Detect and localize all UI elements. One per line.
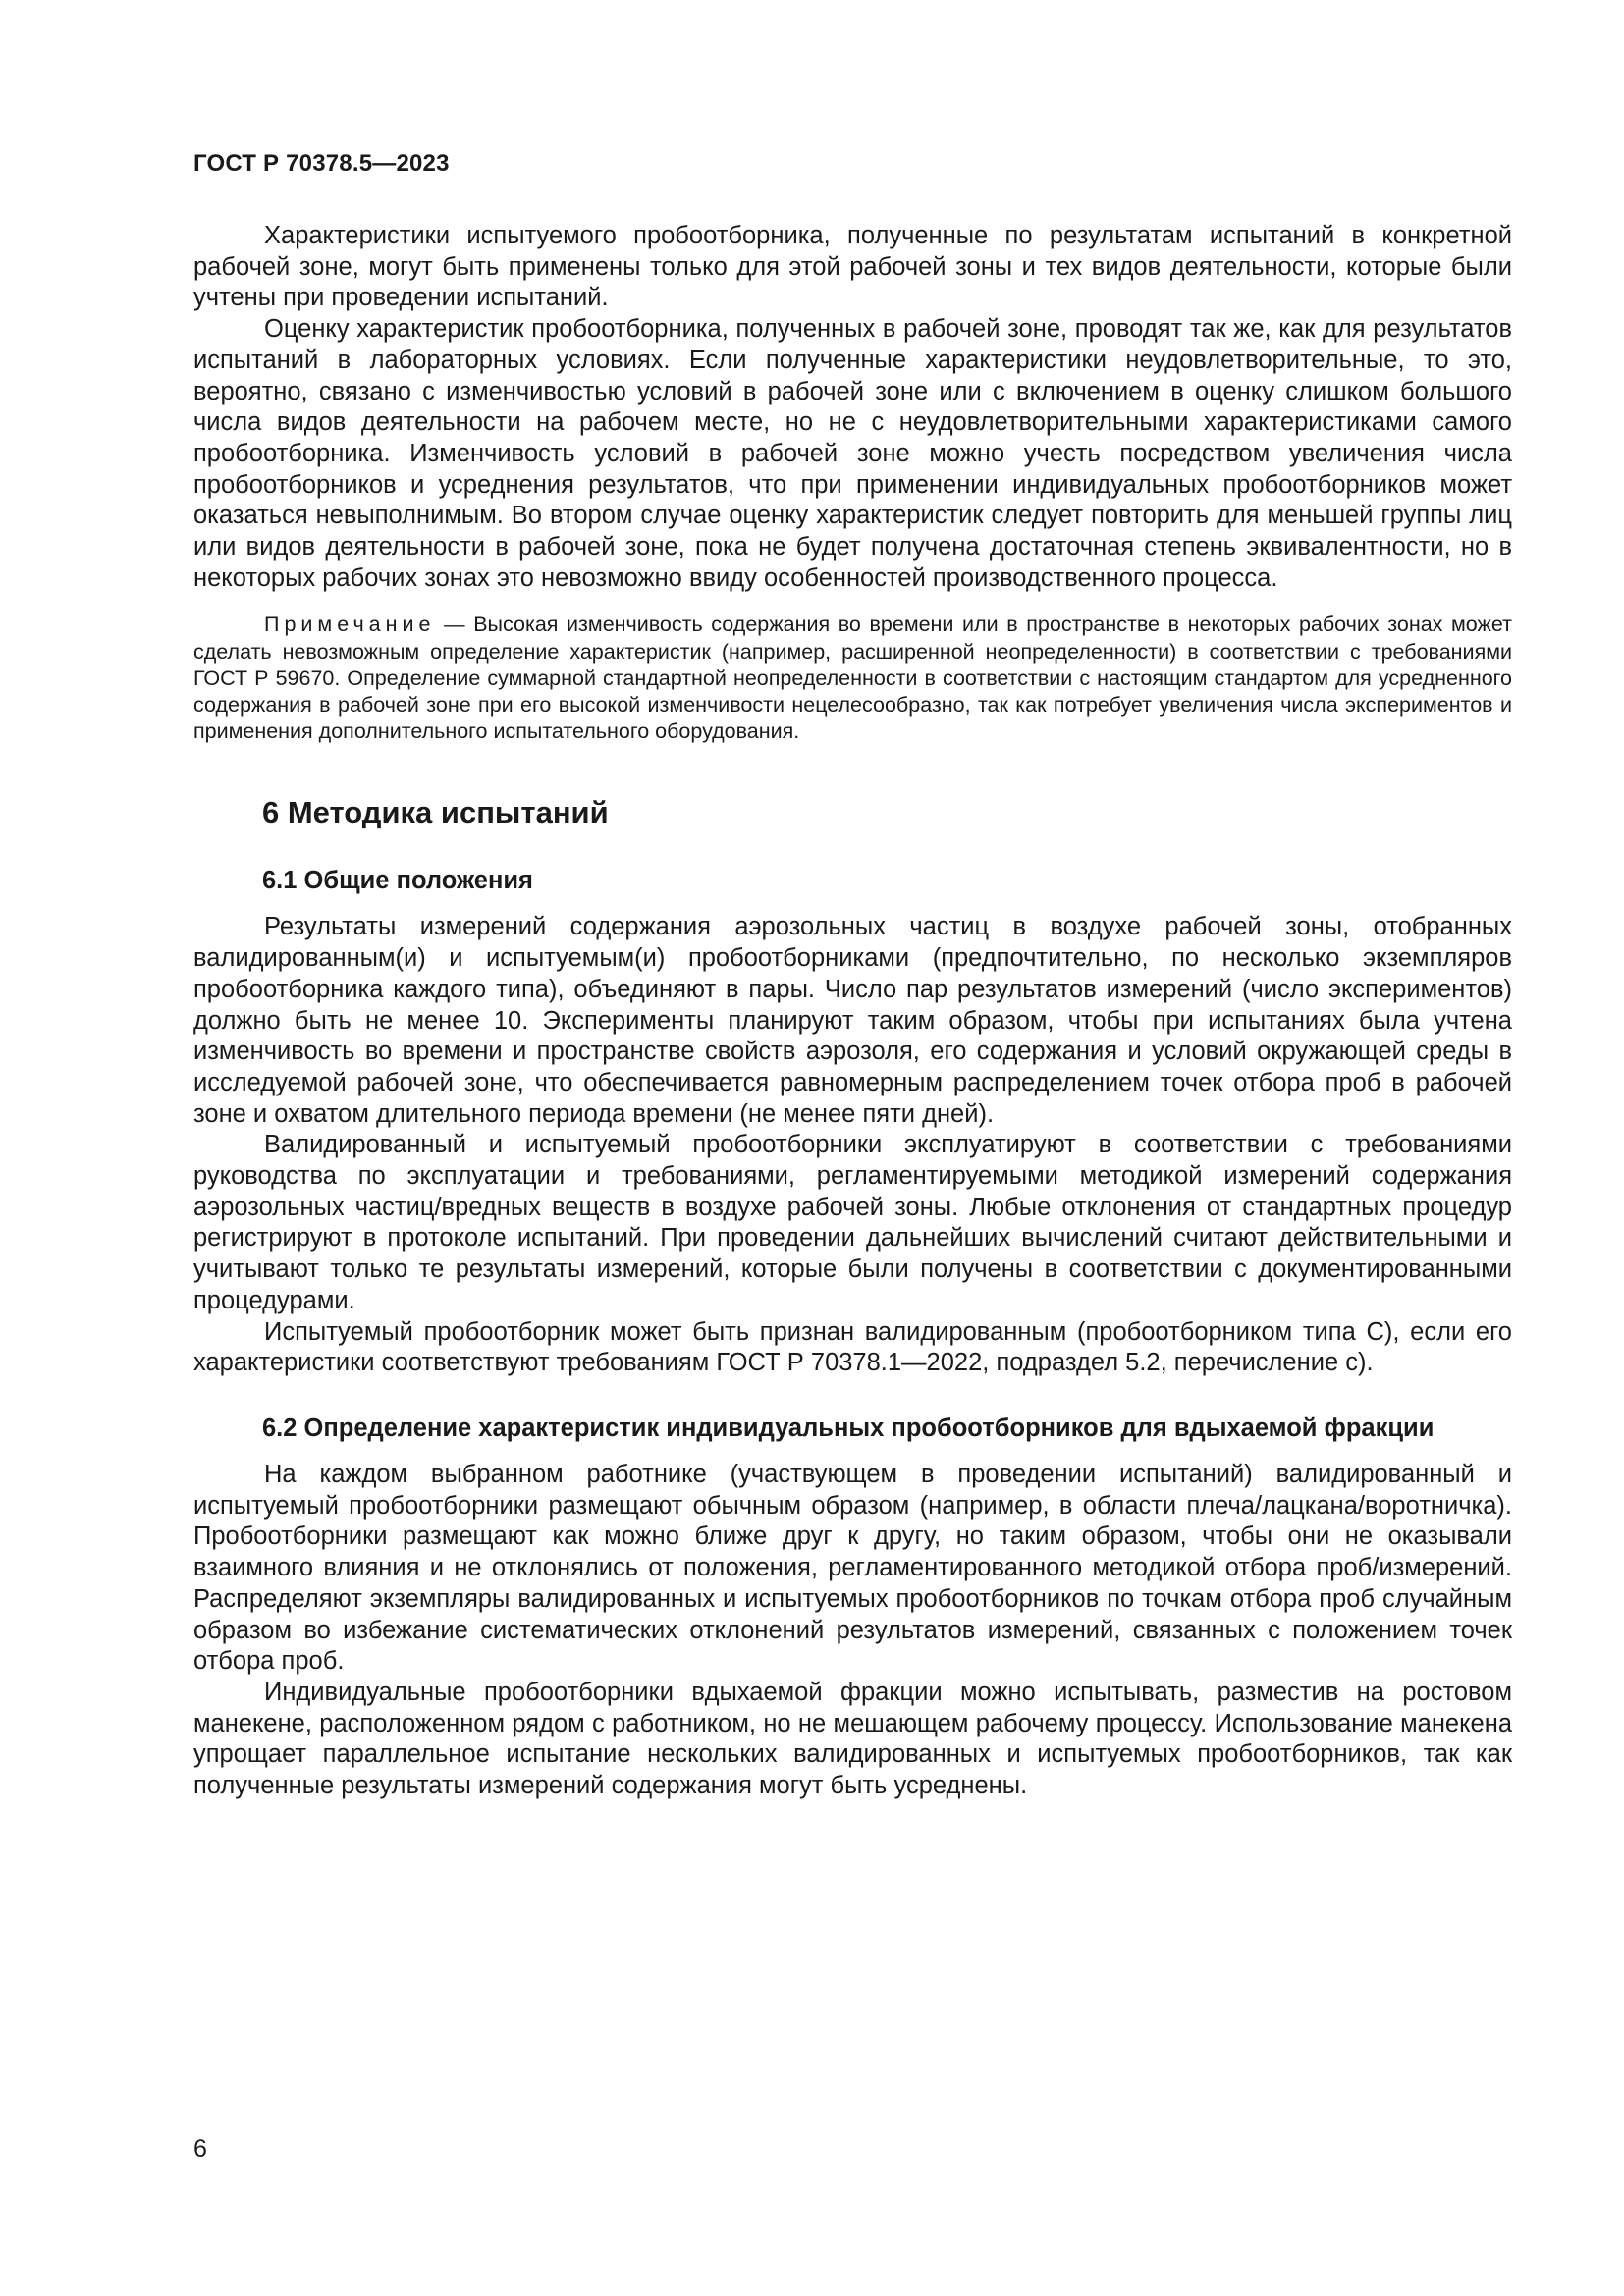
section-6-2-paragraph-1: На каждом выбранном работнике (участвующем в проведении испытаний) валидированный и испытуемый пробоотборники размещают обычным образом (например, в области плеча/лацкана/воротничка). Пробоотборники размещают как можно ближе друг к другу, но таким образом, чтобы они не оказывали взаимного влияния и не отклонялись от положения, регламентированного методикой отбора проб/измерений. Распределяют экземпляры валидированных и испытуемых пробоотборников по точкам отбора проб случайным образом во избежание систематических отклонений результатов измерений, связанных с положением точек отбора проб. [193, 1461, 1512, 1676]
section-6-1-heading: 6.1 Общие положения [262, 867, 533, 895]
page-content [193, 221, 1512, 1802]
section-6-1-paragraph-3: Испытуемый пробоотборник может быть признан валидированным (пробоотборником типа С), если его характеристики соответствуют требованиям ГОСТ Р 70378.1—2022, подраздел 5.2, перечисление с). [193, 1317, 1512, 1377]
page-number: 6 [193, 2135, 207, 2163]
section-6-2-heading: 6.2 Определение характеристик индивидуальных пробоотборников для вдыхаемой фракции [262, 1415, 1435, 1442]
note-paragraph [193, 612, 1512, 745]
section-6-1-paragraph-1: Результаты измерений содержания аэрозольных частиц в воздухе рабочей зоны, отобранных валидированным(и) и испытуемым(и) пробоотборниками (предпочтительно, по несколько экземпляров пробоотборника каждого типа), объединяют в пары. Число пар результатов измерений (число экспериментов) должно быть не менее 10. Эксперименты планируют таким образом, чтобы при испытаниях была учтена изменчивость во времени и пространстве свойств аэрозоля, его содержания и условий окружающей среды в исследуемой рабочей зоне, что обеспечивается равномерным распределением точек отбора проб в рабочей зоне и охватом длительного периода времени (не менее пяти дней). [193, 913, 1512, 1128]
note-text: — Высокая изменчивость содержания во времени или в пространстве в некоторых рабочих зонах может сделать невозможным определение характеристик (например, расширенной неопределенности) в соответствии с требованиями ГОСТ Р 59670. Определение суммарной стандартной неопределенности в соответствии с настоящим стандартом для усредненного содержания в рабочей зоне при его высокой изменчивости нецелесообразно, так как потребует увеличения числа экспериментов и применения дополнительного испытательного оборудования. [193, 613, 1512, 744]
section-6-1-paragraph-2: Валидированный и испытуемый пробоотборники эксплуатируют в соответствии с требованиями руководства по эксплуатации и требованиями, регламентируемыми методикой измерений содержания аэрозольных частиц/вредных веществ в воздухе рабочей зоны. Любые отклонения от стандартных процедур регистрируют в протоколе испытаний. При проведении дальнейших вычислений считают действительными и учитывают только те результаты измерений, которые были получены в соответствии с документированными процедурами. [193, 1131, 1512, 1314]
intro-paragraph-1: Характеристики испытуемого пробоотборника, полученные по результатам испытаний в конкретной рабочей зоне, могут быть применены только для этой рабочей зоны и тех видов деятельности, которые были учтены при проведении испытаний. [193, 222, 1512, 312]
section-6-heading: 6 Методика испытаний [262, 795, 609, 830]
note-label: Примечание [264, 613, 436, 637]
intro-paragraph-2: Оценку характеристик пробоотборника, полученных в рабочей зоне, проводят так же, как для результатов испытаний в лабораторных условиях. Если полученные характеристики неудовлетворительные, то это, вероятно, связано с изменчивостью условий в рабочей зоне или с включением в оценку слишком большого числа видов деятельности на рабочем месте, но не с неудовлетворительными характеристиками самого пробоотборника. Изменчивость условий в рабочей зоне можно учесть посредством увеличения числа пробоотборников и усреднения результатов, что при применении индивидуальных пробоотборников может оказаться невыполнимым. Во втором случае оценку характеристик следует повторить для меньшей группы лиц или видов деятельности в рабочей зоне, пока не будет получена достаточная степень эквивалентности, но в некоторых рабочих зонах это невозможно ввиду особенностей производственного процесса. [193, 315, 1512, 592]
standard-header: ГОСТ Р 70378.5—2023 [193, 150, 450, 177]
section-6-2-paragraph-2: Индивидуальные пробоотборники вдыхаемой фракции можно испытывать, разместив на ростовом манекене, расположенном рядом с работником, но не мешающем рабочему процессу. Использование манекена упрощает параллельное испытание нескольких валидированных и испытуемых пробоотборников, так как полученные результаты измерений содержания могут быть усреднены. [193, 1678, 1512, 1800]
